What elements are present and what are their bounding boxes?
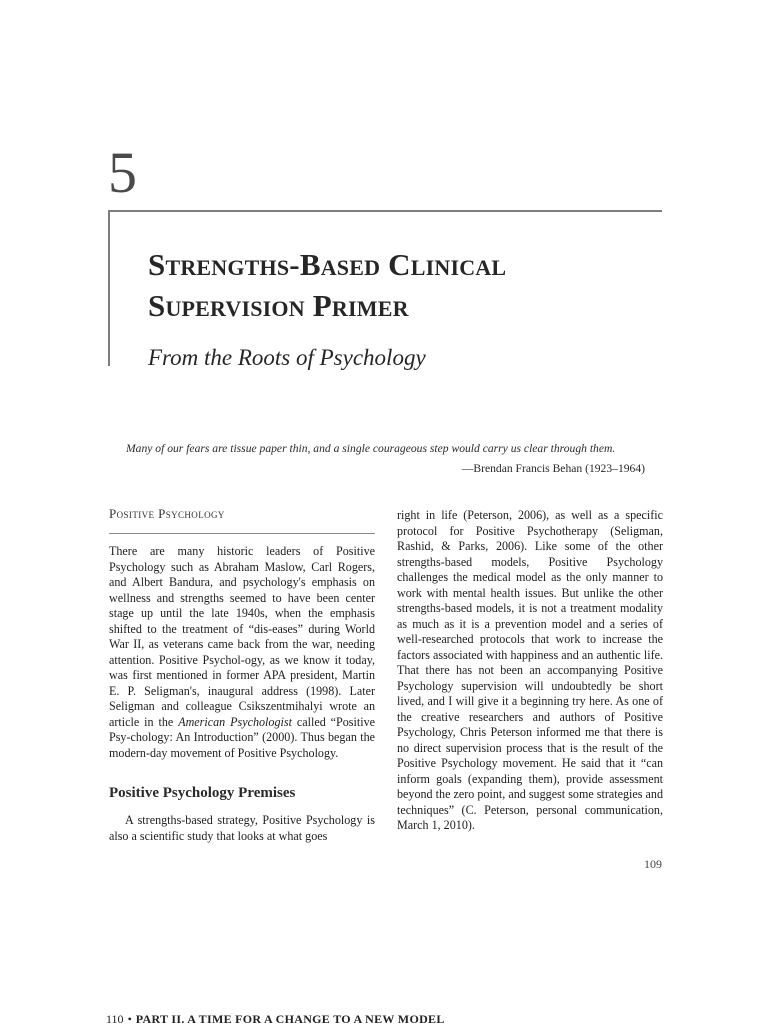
paragraph-text: There are many historic leaders of Positive Psychology such as Abraham Maslow, Carl Rogers, and Albert Bandura, and psychology's emphasis on wellness and strengths seemed to have been center stage up until the late 1940s, when the emphasis shifted to the treatment of “dis-eases” during World War II, as veterans came back from the war, needing attention. Positive Psychol-ogy, as we know it today, was first mentioned in former APA president, Martin E. P. Seligman's, inaugural address (1998). Later Seligman and colleague Csikszentmihalyi wrote an article in the (109, 544, 375, 729)
chapter-title-line-1: Strengths-Based Clinical (148, 247, 507, 282)
journal-title: American Psychologist (178, 714, 292, 729)
section-heading: Positive Psychology (109, 505, 375, 534)
paragraph-text: called “Positive Psy-chology: An Introduction” (2000). Thus began the modern-day movement of Positive Psychology. (109, 714, 376, 760)
footer-part-title: PART II. A TIME FOR A CHANGE TO A NEW MODEL (135, 1012, 445, 1026)
chapter-rule-horizontal (108, 210, 662, 212)
running-footer (106, 1012, 445, 1027)
body-paragraph-3: right in life (Peterson, 2006), as well as a specific protocol for Positive Psychotherapy (Seligman, Rashid, & Parks, 2006). Like some of the other strengths-based models, Positive Psychology challenges the medical model as the only manner to work with mental health issues. But unlike the other strengths-based models, it is not a treatment modality as much as it is a prevention model and a series of well-researched protocols that work to increase the factors associated with happiness and an authentic life. That there has not been an accompanying Positive Psychology supervision will undoubtedly be short lived, and I will give it a beginning try here. As one of the creative researchers and authors of Positive Psychology, Chris Peterson informed me that there is no direct supervision process that is the result of the Positive Psychology movement. He said that it “can inform goals (expanding them), provide assessment beyond the zero point, and suggest some strategies and techniques” (C. Peterson, personal communication, March 1, 2010). (397, 508, 663, 832)
footer-page-number: 110 (106, 1012, 124, 1026)
body-paragraph-1 (109, 544, 375, 761)
left-column (109, 505, 375, 844)
chapter-subtitle: From the Roots of Psychology (148, 345, 426, 370)
right-column (397, 508, 663, 834)
footer-bullet: • (127, 1012, 132, 1026)
chapter-number: 5 (108, 140, 137, 205)
epigraph-quote: Many of our fears are tissue paper thin, and a single courageous step would carry us clear through them. (126, 442, 616, 455)
body-paragraph-2: A strengths-based strategy, Positive Psychology is also a scientific study that looks at what goes (109, 813, 375, 843)
subsection-heading: Positive Psychology Premises (109, 785, 296, 801)
chapter-rule-vertical (108, 210, 110, 366)
page-number: 109 (644, 857, 662, 871)
epigraph-attribution: —Brendan Francis Behan (1923–1964) (461, 462, 645, 475)
chapter-title-line-2: Supervision Primer (148, 288, 409, 323)
chapter-title (148, 244, 648, 326)
